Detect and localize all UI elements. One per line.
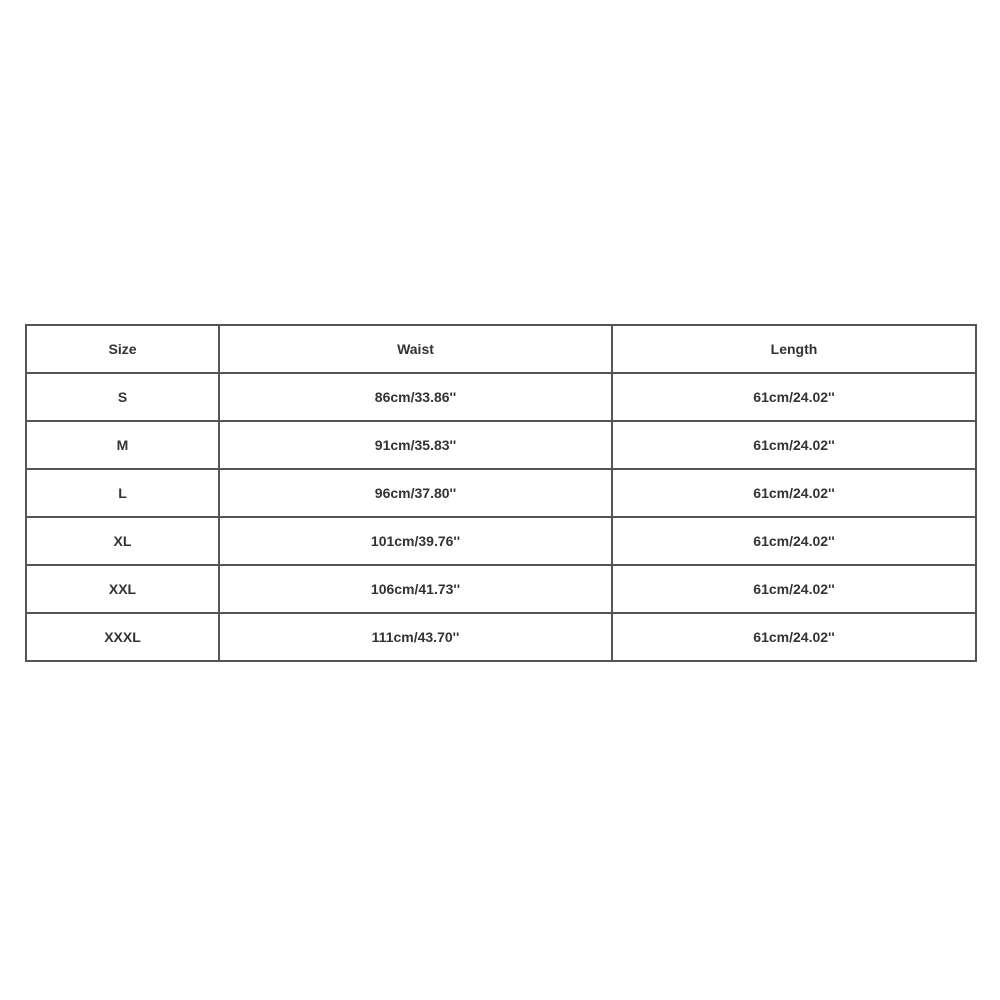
waist-cell: 86cm/33.86'' bbox=[219, 373, 612, 421]
size-cell: XXL bbox=[26, 565, 219, 613]
length-cell: 61cm/24.02'' bbox=[612, 613, 976, 661]
length-cell: 61cm/24.02'' bbox=[612, 373, 976, 421]
waist-cell: 91cm/35.83'' bbox=[219, 421, 612, 469]
header-size: Size bbox=[26, 325, 219, 373]
table-row bbox=[26, 373, 976, 421]
length-cell: 61cm/24.02'' bbox=[612, 469, 976, 517]
header-waist: Waist bbox=[219, 325, 612, 373]
table-row bbox=[26, 613, 976, 661]
size-cell: L bbox=[26, 469, 219, 517]
size-cell: M bbox=[26, 421, 219, 469]
size-cell: XXXL bbox=[26, 613, 219, 661]
waist-cell: 111cm/43.70'' bbox=[219, 613, 612, 661]
table-row bbox=[26, 421, 976, 469]
waist-cell: 101cm/39.76'' bbox=[219, 517, 612, 565]
size-cell: XL bbox=[26, 517, 219, 565]
length-cell: 61cm/24.02'' bbox=[612, 565, 976, 613]
length-cell: 61cm/24.02'' bbox=[612, 517, 976, 565]
header-row bbox=[26, 325, 976, 373]
header-length: Length bbox=[612, 325, 976, 373]
size-cell: S bbox=[26, 373, 219, 421]
table-row bbox=[26, 565, 976, 613]
waist-cell: 96cm/37.80'' bbox=[219, 469, 612, 517]
size-chart-table bbox=[25, 324, 977, 662]
table-row bbox=[26, 469, 976, 517]
table-row bbox=[26, 517, 976, 565]
length-cell: 61cm/24.02'' bbox=[612, 421, 976, 469]
waist-cell: 106cm/41.73'' bbox=[219, 565, 612, 613]
